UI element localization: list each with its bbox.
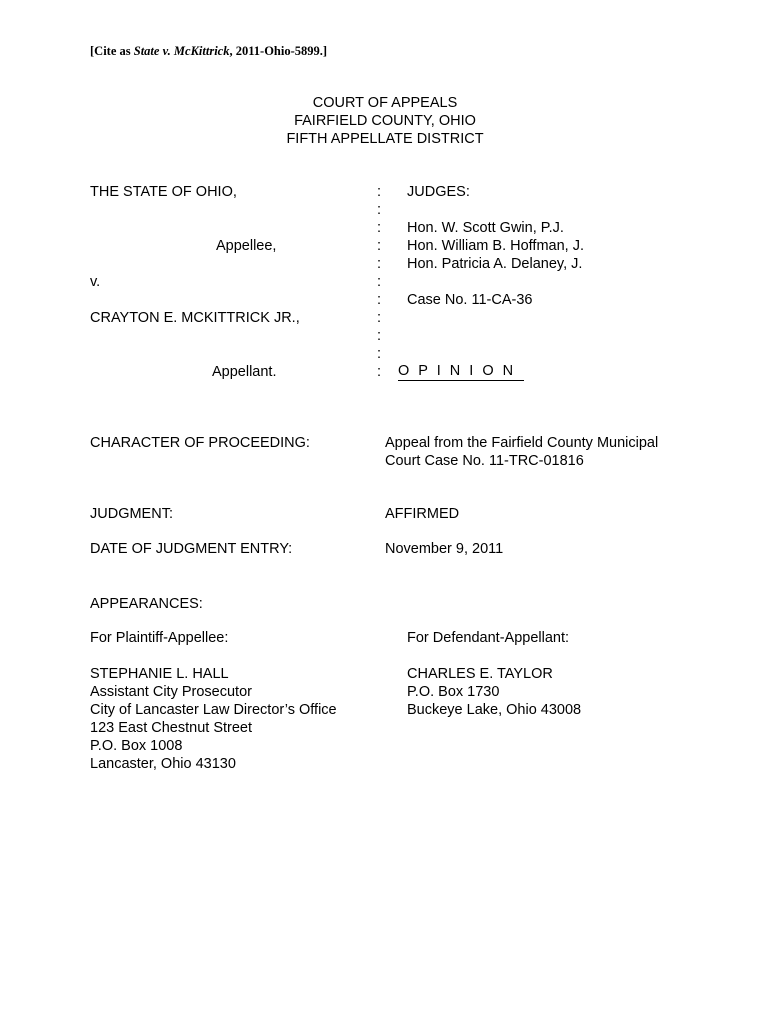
- defendant-counsel-line: CHARLES E. TAYLOR: [407, 666, 553, 682]
- defendant-counsel-heading: For Defendant-Appellant:: [407, 630, 570, 646]
- judge-item: Hon. Patricia A. Delaney, J.: [407, 256, 583, 272]
- case-number: Case No. 11-CA-36: [407, 292, 533, 308]
- judgment-label: JUDGMENT:: [90, 506, 173, 522]
- plaintiff-counsel-line: Assistant City Prosecutor: [90, 684, 252, 700]
- plaintiff-counsel-heading: For Plaintiff-Appellee:: [90, 630, 229, 646]
- caption-colon: :: [377, 310, 382, 326]
- caption-colon: :: [377, 220, 382, 236]
- plaintiff-role: Appellee,: [216, 238, 277, 254]
- caption-colon: :: [377, 274, 382, 290]
- proceeding-label: CHARACTER OF PROCEEDING:: [90, 435, 310, 451]
- judge-item: Hon. William B. Hoffman, J.: [407, 238, 585, 254]
- caption-colon: :: [377, 292, 382, 308]
- plaintiff-counsel-line: Lancaster, Ohio 43130: [90, 756, 236, 772]
- plaintiff-counsel-line: STEPHANIE L. HALL: [90, 666, 229, 682]
- judge-item: Hon. W. Scott Gwin, P.J.: [407, 220, 564, 236]
- defendant-role: Appellant.: [212, 364, 277, 380]
- entry-date-label: DATE OF JUDGMENT ENTRY:: [90, 541, 293, 557]
- citation-case-name: State v. McKittrick: [133, 44, 230, 58]
- caption-colon: :: [377, 364, 382, 380]
- defendant-name: CRAYTON E. MCKITTRICK JR.,: [90, 310, 300, 326]
- caption-colon: :: [377, 328, 382, 344]
- plaintiff-counsel-line: 123 East Chestnut Street: [90, 720, 253, 736]
- opinion-title: O P I N I O N: [398, 362, 524, 381]
- caption-colon: :: [377, 238, 382, 254]
- entry-date-value: November 9, 2011: [385, 541, 504, 557]
- caption-colon: :: [377, 184, 382, 200]
- proceeding-value-line2: Court Case No. 11-TRC-01816: [385, 453, 584, 469]
- court-district: FIFTH APPELLATE DISTRICT: [286, 131, 484, 147]
- caption-colon: :: [377, 202, 382, 218]
- proceeding-value-line1: Appeal from the Fairfield County Municipal: [385, 435, 659, 451]
- caption-colon: :: [377, 346, 382, 362]
- plaintiff-counsel-line: P.O. Box 1008: [90, 738, 183, 754]
- judgment-value: AFFIRMED: [385, 506, 460, 522]
- judges-heading: JUDGES:: [407, 184, 470, 200]
- plaintiff-name: THE STATE OF OHIO,: [90, 184, 237, 200]
- plaintiff-counsel-line: City of Lancaster Law Director’s Office: [90, 702, 337, 718]
- defendant-counsel-line: Buckeye Lake, Ohio 43008: [407, 702, 582, 718]
- citation-prefix: [Cite as: [90, 44, 134, 58]
- defendant-counsel-line: P.O. Box 1730: [407, 684, 500, 700]
- court-name: COURT OF APPEALS: [312, 95, 458, 111]
- court-county: FAIRFIELD COUNTY, OHIO: [294, 113, 476, 129]
- appearances-heading: APPEARANCES:: [90, 596, 203, 612]
- versus: v.: [90, 274, 101, 290]
- caption-colon: :: [377, 256, 382, 272]
- citation-suffix: , 2011-Ohio-5899.]: [229, 44, 328, 58]
- citation-line: [90, 44, 327, 59]
